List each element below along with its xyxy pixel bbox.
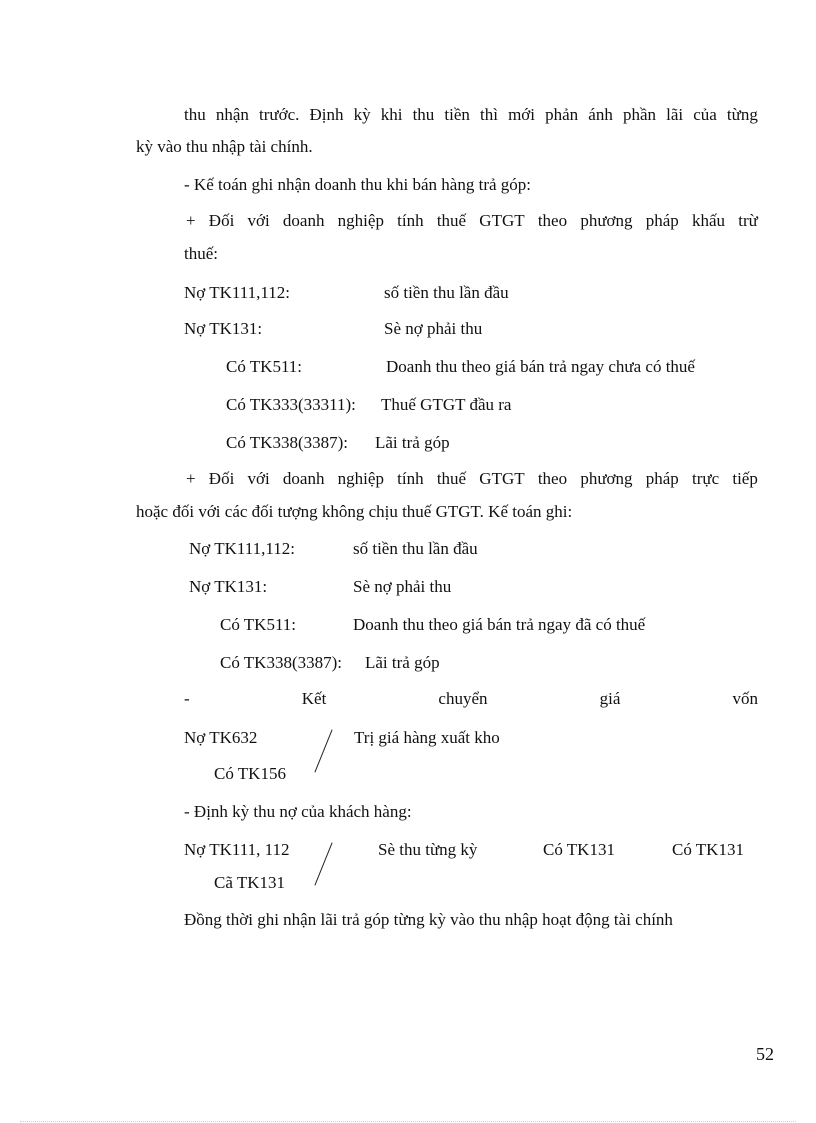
- paragraph-4-word: theo: [537, 469, 568, 488]
- paragraph-4-word: trực: [691, 469, 720, 488]
- entry-1-desc: số tiền thu lần đầu: [384, 283, 509, 302]
- paragraph-1-word: phản: [545, 105, 579, 124]
- entry-8-desc: Doanh thu theo giá bán trả ngay đã có thuế: [353, 615, 646, 634]
- paragraph-3-word: tính: [397, 211, 424, 230]
- paragraph-1-word: ánh: [588, 105, 613, 124]
- entry-7-account: Nợ TK131:: [189, 577, 268, 596]
- paragraph-3-word: thuế: [436, 211, 467, 230]
- paragraph-1-word: lãi: [666, 105, 684, 124]
- paragraph-3-word: khấu: [691, 211, 726, 230]
- paragraph-1-word: nhận: [215, 105, 249, 124]
- entry-5-desc: Lãi trả góp: [375, 433, 450, 452]
- paragraph-1-word: thu: [412, 105, 435, 124]
- paragraph-4-word: doanh: [282, 469, 325, 488]
- paragraph-4-word: tính: [397, 469, 424, 488]
- paragraph-3-word: pháp: [645, 211, 679, 230]
- entry-7-desc: Sè nợ phải thu: [353, 577, 452, 596]
- paragraph-4-word: pháp: [645, 469, 679, 488]
- entry-9-account: Có TK338(3387):: [220, 653, 342, 672]
- paragraph-5-word: chuyển: [438, 689, 488, 708]
- paragraph-1-word: thu: [184, 105, 206, 124]
- paragraph-4-word: thuế: [436, 469, 467, 488]
- paragraph-1-word: mới: [508, 105, 536, 124]
- paragraph-4-word: với: [247, 469, 270, 488]
- entry-11-desc: Sè thu từng kỳ: [378, 840, 478, 859]
- paragraph-5-word: -: [184, 689, 190, 708]
- paragraph-3-word: theo: [537, 211, 568, 230]
- entry-5-account: Có TK338(3387):: [226, 433, 348, 452]
- paragraph-3-word: với: [247, 211, 270, 230]
- paragraph-3-word: doanh: [282, 211, 325, 230]
- paragraph-3-line-1: [186, 210, 758, 232]
- paragraph-5: [184, 688, 758, 710]
- paragraph-3-word: nghiệp: [337, 211, 384, 230]
- paragraph-4-word: tiếp: [732, 469, 758, 488]
- entry-11-debit: Nợ TK111, 112: [184, 840, 290, 859]
- paragraph-4-word: GTGT: [479, 469, 525, 488]
- page-bottom-border: [20, 1121, 796, 1122]
- entry-1-account: Nợ TK111,112:: [184, 283, 290, 302]
- paragraph-1-line-1: [184, 104, 758, 126]
- entry-10-debit: Nợ TK632: [184, 728, 258, 747]
- entry-6-desc: số tiền thu lần đầu: [353, 539, 478, 558]
- entry-3-account: Có TK511:: [226, 357, 303, 376]
- entry-10-credit: Có TK156: [214, 764, 286, 783]
- paragraph-5-word: Kết: [301, 689, 327, 708]
- paragraph-4-word: nghiệp: [337, 469, 384, 488]
- entry-11-credit: Cã TK131: [214, 873, 285, 892]
- paragraph-4-line-2: hoặc đối với các đối tượng không chịu thuế GTGT. Kế toán ghi:: [136, 502, 573, 521]
- paragraph-4-word: +: [186, 469, 196, 488]
- paragraph-4-word: phương: [580, 469, 633, 488]
- paragraph-1-word: trước.: [259, 105, 300, 124]
- slash-divider: [314, 842, 332, 885]
- entry-9-desc: Lãi trả góp: [365, 653, 440, 672]
- paragraph-3-word: trừ: [738, 211, 758, 230]
- paragraph-1-word: khi: [380, 105, 403, 124]
- entry-3-desc: Doanh thu theo giá bán trả ngay chưa có thuế: [386, 357, 695, 376]
- paragraph-1-word: từng: [726, 105, 758, 124]
- entry-11-credit-a: Có TK131: [543, 840, 615, 859]
- paragraph-7: Đồng thời ghi nhận lãi trả góp từng kỳ vào thu nhập hoạt động tài chính: [184, 910, 673, 929]
- paragraph-1-word: của: [693, 105, 717, 124]
- paragraph-2: - Kế toán ghi nhận doanh thu khi bán hàng trả góp:: [184, 175, 532, 194]
- entry-10-desc: Trị giá hàng xuất kho: [354, 728, 500, 747]
- paragraph-3-word: GTGT: [479, 211, 525, 230]
- paragraph-1-line-2: kỳ vào thu nhập tài chính.: [136, 137, 313, 156]
- paragraph-3-word: phương: [580, 211, 633, 230]
- paragraph-1-word: Định: [309, 105, 344, 124]
- paragraph-1-word: phần: [622, 105, 656, 124]
- entry-4-desc: Thuế GTGT đầu ra: [381, 395, 512, 414]
- slash-divider: [314, 729, 332, 772]
- paragraph-5-word: vốn: [732, 689, 758, 708]
- paragraph-4-line-1: [186, 468, 758, 490]
- entry-11-credit-b: Có TK131: [672, 840, 744, 859]
- entry-2-account: Nợ TK131:: [184, 319, 263, 338]
- paragraph-1-word: kỳ: [353, 105, 371, 124]
- page-number: 52: [756, 1044, 774, 1064]
- paragraph-5-word: giá: [599, 689, 621, 708]
- paragraph-6: - Định kỳ thu nợ của khách hàng:: [184, 802, 412, 821]
- entry-6-account: Nợ TK111,112:: [189, 539, 295, 558]
- paragraph-3-word: Đối: [208, 211, 235, 230]
- paragraph-3-word: +: [186, 211, 196, 230]
- paragraph-1-word: thì: [480, 105, 498, 124]
- paragraph-1-word: tiền: [444, 105, 470, 124]
- paragraph-3-line-2: thuế:: [184, 244, 218, 263]
- paragraph-4-word: Đối: [208, 469, 235, 488]
- entry-4-account: Có TK333(33311):: [226, 395, 356, 414]
- entry-8-account: Có TK511:: [220, 615, 297, 634]
- entry-2-desc: Sè nợ phải thu: [384, 319, 483, 338]
